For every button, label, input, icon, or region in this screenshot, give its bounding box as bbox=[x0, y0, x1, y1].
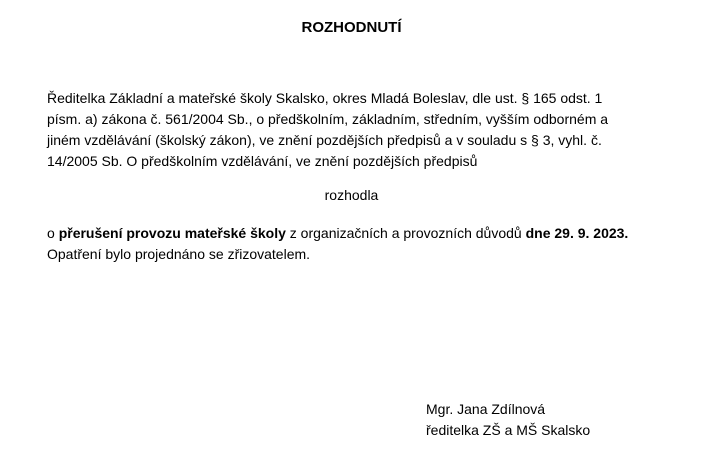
intro-line: 14/2005 Sb. O předškolním vzdělávání, ve znění pozdějších předpisů bbox=[47, 153, 478, 169]
decision-paragraph bbox=[47, 223, 627, 265]
decided-word: rozhodla bbox=[324, 187, 379, 203]
signature-block bbox=[426, 399, 590, 441]
decision-line bbox=[47, 223, 627, 244]
signatory-role: ředitelka ZŠ a MŠ Skalsko bbox=[426, 422, 591, 438]
intro-line: písm. a) zákona č. 561/2004 Sb., o předškolním, základním, středním, vyšším odborném a bbox=[47, 111, 609, 127]
decision-prefix: o bbox=[47, 225, 59, 241]
intro-line: Ředitelka Základní a mateřské školy Skalsko, okres Mladá Boleslav, dle ust. § 165 odst. 1 bbox=[47, 90, 603, 106]
intro-line: jiném vzdělávání (školský zákon), ve znění pozdějších předpisů a v souladu s § 3, vyhl. č. bbox=[47, 132, 602, 148]
signatory-name: Mgr. Jana Zdílnová bbox=[426, 401, 546, 417]
intro-paragraph bbox=[47, 88, 627, 172]
decision-date: dne 29. 9. 2023. bbox=[525, 225, 629, 241]
document-title: ROZHODNUTÍ bbox=[301, 19, 402, 36]
decision-note: Opatření bylo projednáno se zřizovatelem. bbox=[47, 246, 311, 262]
decision-subject: přerušení provozu mateřské školy bbox=[58, 225, 286, 241]
decision-reason: z organizačních a provozních důvodů bbox=[285, 225, 526, 241]
